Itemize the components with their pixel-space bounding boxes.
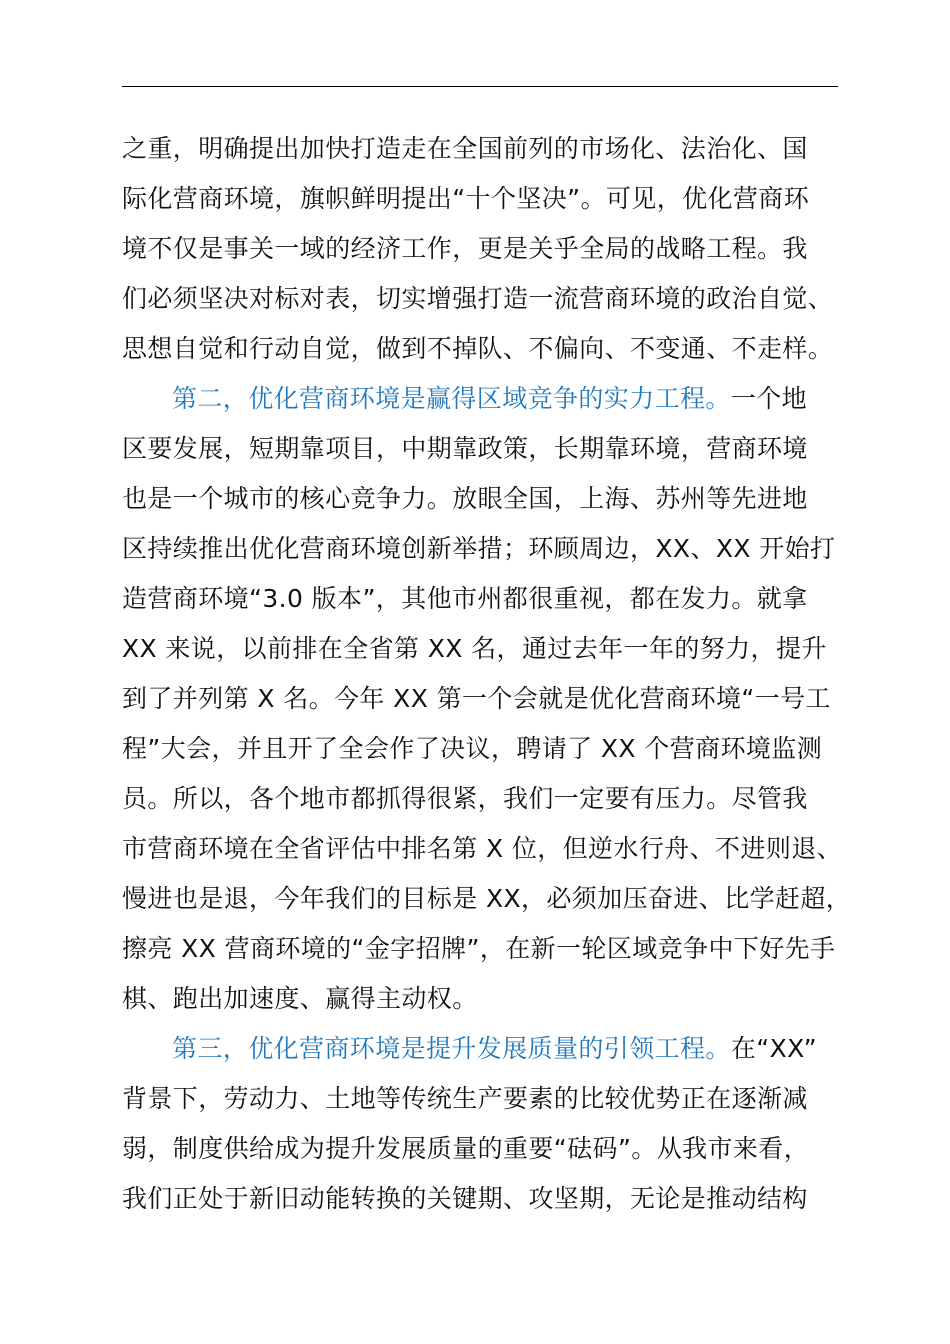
section-heading: 第二，优化营商环境是赢得区域竞争的实力工程。 xyxy=(172,384,731,413)
text-line: 程”大会，并且开了全会作了决议，聘请了 XX 个营商环境监测 xyxy=(122,734,823,763)
text-line: 市营商环境在全省评估中排名第 X 位，但逆水行舟、不进则退、 xyxy=(122,834,843,863)
text-line: 区持续推出优化营商环境创新举措；环顾周边，XX、XX 开始打 xyxy=(122,534,836,563)
text-line: XX 来说，以前排在全省第 XX 名，通过去年一年的努力，提升 xyxy=(122,634,827,663)
text-line: 思想自觉和行动自觉，做到不掉队、不偏向、不变通、不走样。 xyxy=(122,334,834,363)
paragraph-first-line xyxy=(122,374,882,424)
text-line: 慢进也是退，今年我们的目标是 XX，必须加压奋进、比学赶超， xyxy=(122,884,852,913)
text-line: 我们正处于新旧动能转换的关键期、攻坚期，无论是推动结构 xyxy=(122,1184,808,1213)
paragraph-2 xyxy=(122,374,882,1024)
paragraph-1 xyxy=(122,124,882,374)
section-heading: 第三，优化营商环境是提升发展质量的引领工程。 xyxy=(172,1034,731,1063)
text-line: 也是一个城市的核心竞争力。放眼全国，上海、苏州等先进地 xyxy=(122,484,808,513)
text-line: 到了并列第 X 名。今年 XX 第一个会就是优化营商环境“一号工 xyxy=(122,684,831,713)
text-run: 在“XX” xyxy=(730,1034,817,1063)
text-line: 擦亮 XX 营商环境的“金字招牌”，在新一轮区域竞争中下好先手 xyxy=(122,934,836,963)
paragraph-first-line xyxy=(122,1024,882,1074)
text-line: 背景下，劳动力、土地等传统生产要素的比较优势正在逐渐减 xyxy=(122,1084,808,1113)
document-body xyxy=(122,124,882,1224)
text-line: 区要发展，短期靠项目，中期靠政策，长期靠环境，营商环境 xyxy=(122,434,808,463)
text-line: 境不仅是事关一域的经济工作，更是关乎全局的战略工程。我 xyxy=(122,234,808,263)
text-line: 棋、跑出加速度、赢得主动权。 xyxy=(122,984,478,1013)
text-line: 们必须坚决对标对表，切实增强打造一流营商环境的政治自觉、 xyxy=(122,284,834,313)
text-line: 员。所以，各个地市都抓得很紧，我们一定要有压力。尽管我 xyxy=(122,784,808,813)
text-line: 之重，明确提出加快打造走在全国前列的市场化、法治化、国 xyxy=(122,134,808,163)
paragraph-3 xyxy=(122,1024,882,1224)
text-line: 造营商环境“3.0 版本”，其他市州都很重视，都在发力。就拿 xyxy=(122,584,808,613)
text-line: 弱，制度供给成为提升发展质量的重要“砝码”。从我市来看， xyxy=(122,1134,810,1163)
header-rule xyxy=(122,86,838,87)
text-run: 一个地 xyxy=(730,384,808,413)
text-line: 际化营商环境，旗帜鲜明提出“十个坚决”。可见，优化营商环 xyxy=(122,184,810,213)
